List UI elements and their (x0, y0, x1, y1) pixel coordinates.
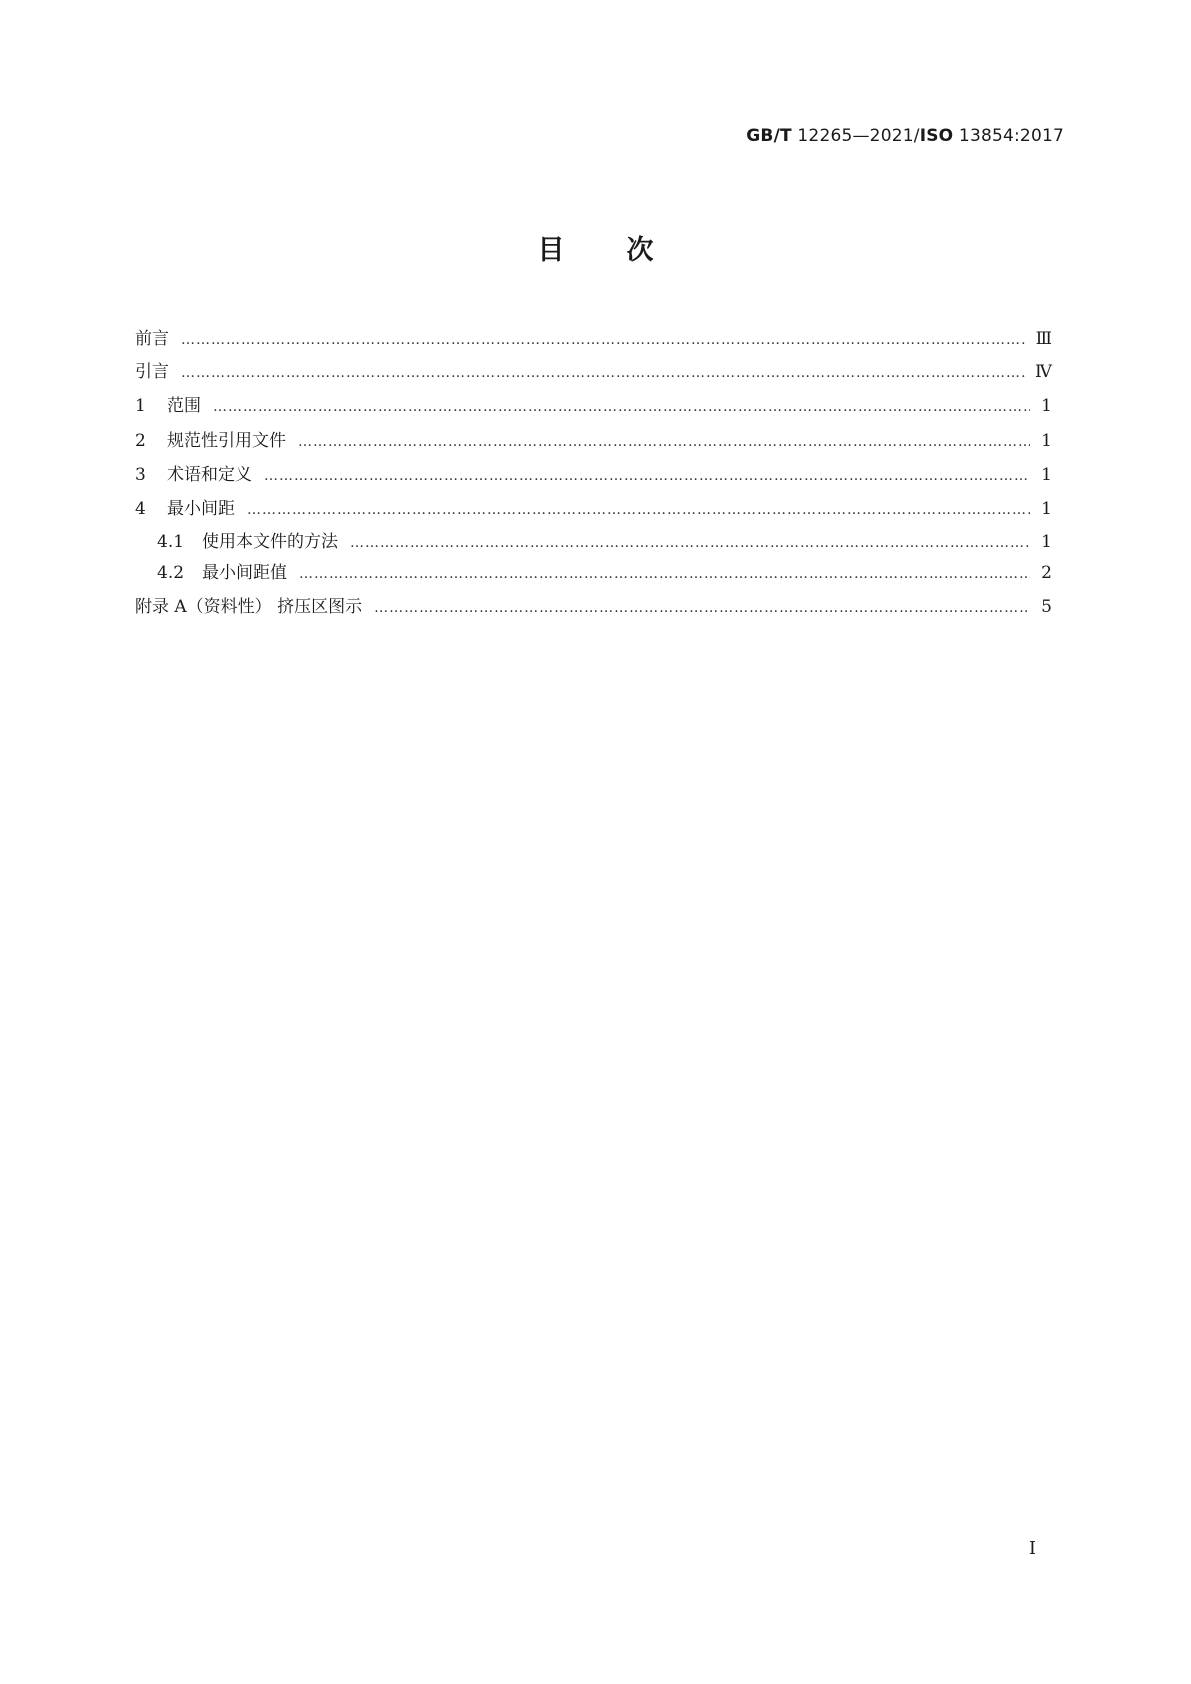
iso-code: 13854:2017 (958, 126, 1064, 146)
toc-entry-foreword[interactable] (135, 328, 1052, 350)
toc-entry-page: 1 (1041, 396, 1052, 416)
toc-entry-minimum-gap-values[interactable] (157, 562, 1052, 584)
toc-leader-dots (374, 597, 1030, 619)
toc-leader-dots (264, 465, 1030, 487)
toc-entry-label: 最小间距值 (202, 563, 287, 583)
toc-leader-dots (247, 499, 1030, 521)
toc-entry-page: Ⅳ (1035, 362, 1052, 382)
toc-entry-label: 术语和定义 (167, 465, 252, 485)
toc-leader-dots (299, 563, 1030, 585)
toc-entry-number: 1 (135, 396, 146, 416)
toc-leader-dots (181, 362, 1025, 384)
toc-entry-label: 规范性引用文件 (167, 431, 286, 451)
toc-leader-dots (298, 431, 1030, 453)
toc-entry-number: 2 (135, 431, 146, 451)
toc-entry-page: 1 (1041, 465, 1052, 485)
toc-entry-label: 范围 (167, 396, 201, 416)
standard-number-header (746, 126, 1064, 146)
toc-entry-page: 1 (1041, 499, 1052, 519)
toc-entry-number: 4.1 (157, 532, 185, 552)
toc-entry-label: 附录 A（资料性） 挤压区图示 (135, 597, 363, 617)
iso-prefix: ISO (919, 126, 954, 146)
toc-leader-dots (350, 532, 1030, 554)
toc-entry-minimum-gaps[interactable] (135, 498, 1052, 520)
toc-entry-page: 1 (1041, 431, 1052, 451)
toc-entry-how-to-use[interactable] (157, 531, 1052, 553)
toc-leader-dots (181, 329, 1026, 351)
toc-entry-label: 前言 (135, 329, 169, 349)
toc-entry-number: 4.2 (157, 563, 185, 583)
toc-leader-dots (213, 396, 1030, 418)
toc-entry-number: 3 (135, 465, 146, 485)
standard-code: 12265—2021/ (797, 126, 920, 146)
toc-entry-normative-references[interactable] (135, 430, 1052, 452)
standard-prefix: GB/T (746, 126, 792, 146)
toc-entry-terms-definitions[interactable] (135, 464, 1052, 486)
page-title: 目次 (537, 235, 716, 266)
toc-entry-label: 引言 (135, 362, 169, 382)
toc-entry-page: 2 (1041, 563, 1052, 583)
toc-entry-label: 使用本文件的方法 (202, 532, 338, 552)
toc-entry-scope[interactable] (135, 395, 1052, 417)
toc-entry-introduction[interactable] (135, 361, 1052, 383)
toc-entry-annex-a[interactable] (135, 596, 1052, 618)
toc-entry-label: 最小间距 (167, 499, 235, 519)
toc-entry-number: 4 (135, 499, 146, 519)
page-number: Ⅰ (1028, 1538, 1036, 1559)
toc-entry-page: Ⅲ (1035, 329, 1052, 349)
toc-entry-page: 5 (1041, 597, 1052, 617)
toc-entry-page: 1 (1041, 532, 1052, 552)
